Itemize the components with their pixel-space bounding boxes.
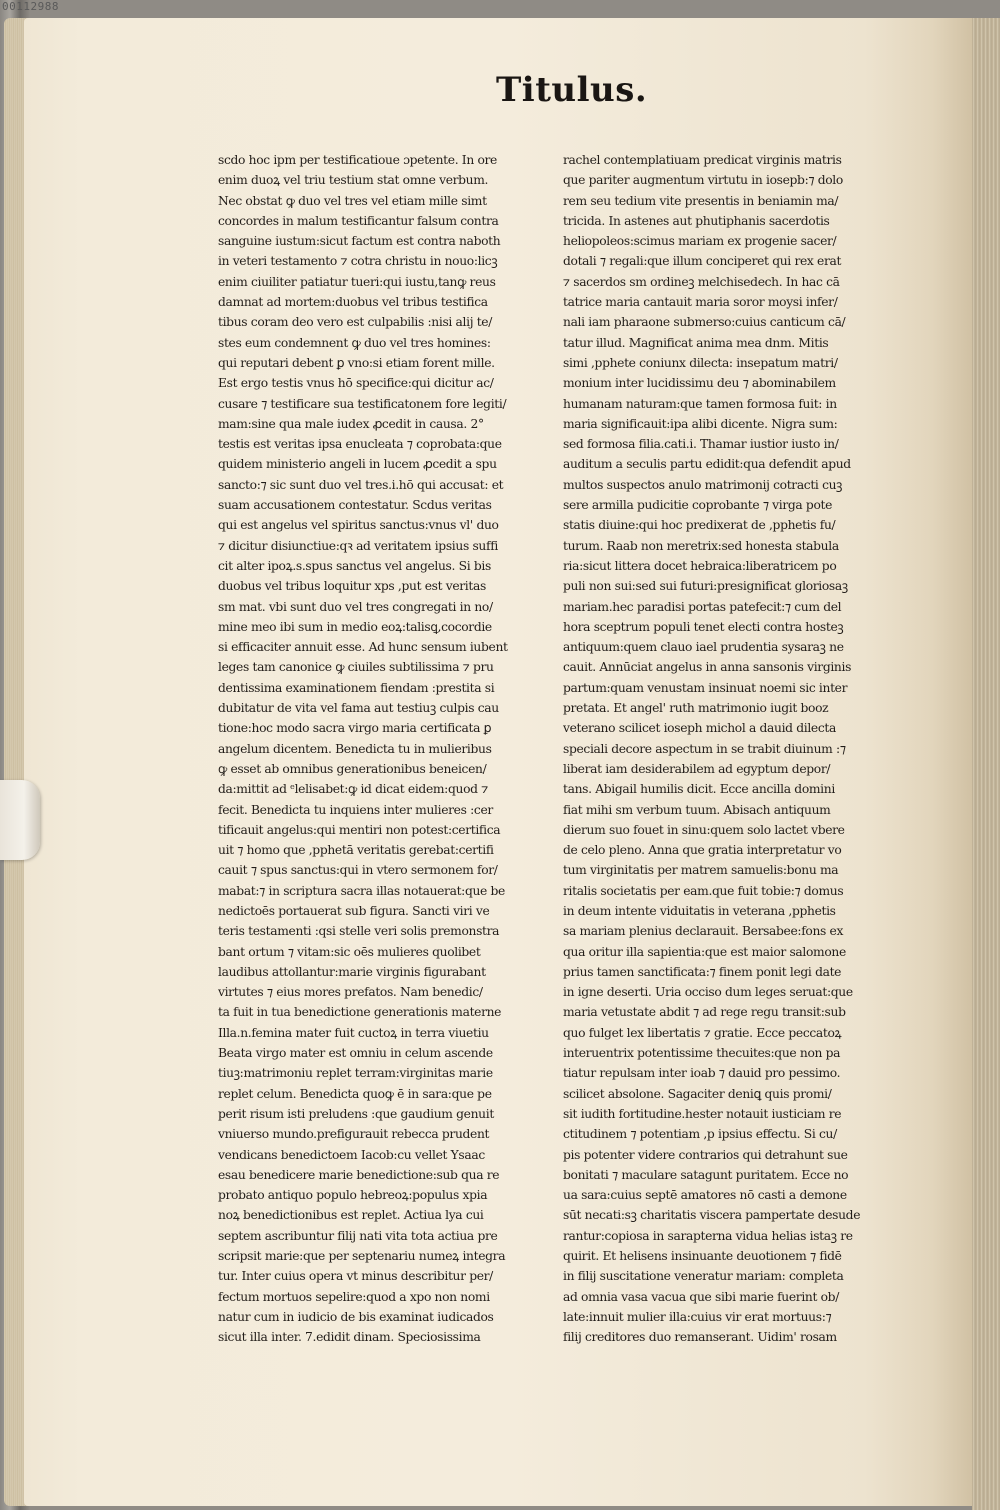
- text-line: nedictoēs portauerat sub figura. Sancti viri ve: [218, 903, 490, 918]
- text-line: replet celum. Benedicta quoꝙ ē in sara:que pe: [218, 1086, 492, 1101]
- text-line: esau benedicere marie benedictione:sub qua re: [218, 1167, 500, 1182]
- text-line: in veteri testamento ⁊ cotra christu in nouo:licꝫ: [218, 254, 498, 269]
- text-line: tificauit angelus:qui mentiri non potest:certifica: [218, 822, 501, 837]
- text-line: fectum mortuos sepelire:quod a xpo non nomi: [218, 1289, 490, 1304]
- text-line: monium inter lucidissimu deu ⁊ abominabilem: [563, 376, 836, 391]
- text-line: tans. Abigail humilis dicit. Ecce ancilla domini: [563, 782, 835, 797]
- text-line: cauit. Annūciat angelus in anna sansonis virginis: [563, 660, 852, 675]
- text-line: Beata virgo mater est omniu in celum ascende: [218, 1046, 493, 1061]
- text-line: ad omnia vasa vacua que sibi marie fuerint ob/: [563, 1289, 839, 1304]
- text-line: cusare ⁊ testificare sua testificatonem fore legiti/: [218, 396, 507, 411]
- text-line: tione:hoc modo sacra virgo maria certificata ꝑ: [218, 721, 492, 736]
- text-line: dierum suo fouet in sinu:quem solo lactet vbere: [563, 822, 845, 837]
- clasp-marker: [0, 780, 40, 860]
- text-line: de celo pleno. Anna que gratia interpretatur vo: [563, 843, 842, 858]
- text-line: tatrice maria cantauit maria soror moysi infer/: [563, 295, 838, 310]
- text-line: veterano scilicet ioseph michol a dauid dilecta: [563, 721, 836, 736]
- text-line: liberat iam desiderabilem ad egyptum depor/: [563, 761, 831, 776]
- text-line: ⁊ dicitur disiunctiue:qꝛ ad veritatem ipsius suffi: [218, 538, 498, 553]
- text-line: tiuꝫ:matrimoniu replet terram:virginitas marie: [218, 1066, 493, 1081]
- text-line: bonitati ⁊ maculare satagunt puritatem. Ecce no: [563, 1167, 849, 1182]
- text-line: angelum dicentem. Benedicta tu in mulieribus: [218, 741, 492, 756]
- text-line: dotali ⁊ regali:que illum conciperet qui rex erat: [563, 254, 842, 269]
- text-line: sm mat. vbi sunt duo vel tres congregati in no/: [218, 599, 493, 614]
- text-line: ctitudinem ⁊ potentiam ,p ipsius effectu. Si cu/: [563, 1127, 837, 1142]
- text-line: que pariter augmentum virtutu in iosepb:⁊ dolo: [563, 173, 843, 188]
- running-head-title: Titulus.: [496, 70, 648, 110]
- text-line: concordes in malum testificantur falsum contra: [218, 213, 499, 228]
- text-line: sed formosa filia.cati.i. Thamar iustior iusto in/: [563, 437, 839, 452]
- text-line: sancto:⁊ sic sunt duo vel tres.i.hō qui accusat: et: [218, 477, 504, 492]
- text-line: auditum a seculis partu edidit:qua defendit apud: [563, 457, 851, 472]
- text-line: sūt necati:sꝫ charitatis viscera pampertate desude: [563, 1208, 861, 1223]
- text-line: Nec obstat ꝙ duo vel tres vel etiam mille simt: [218, 193, 487, 208]
- text-line: pretata. Et angel' ruth matrimonio iugit booz: [563, 701, 829, 716]
- text-line: scripsit marie:que per septenariu numeꝝ integra: [218, 1249, 506, 1264]
- text-line: uit ⁊ homo que ,pphetā veritatis gerebat:certifi: [218, 843, 494, 858]
- text-line: teris testamenti :qsi stelle veri solis premonstra: [218, 924, 500, 939]
- text-line: hora sceptrum populi tenet electi contra hosteꝫ: [563, 619, 844, 634]
- text-line: antiquum:quem clauo iael prudentia sysaraꝫ ne: [563, 640, 844, 655]
- text-line: rem seu tedium vite presentis in beniamin ma/: [563, 193, 839, 208]
- text-line: leges tam canonice ꝙ ciuiles subtilissima ⁊ pru: [218, 660, 494, 675]
- text-line: bant ortum ⁊ vitam:sic oēs mulieres quolibet: [218, 944, 481, 959]
- text-line: sit iudith fortitudine.hester notauit iusticiam re: [563, 1106, 842, 1121]
- text-line: ritalis societatis per eam.que fuit tobie:⁊ domus: [563, 883, 844, 898]
- text-line: late:innuit mulier illa:cuius vir erat mortuus:⁊: [563, 1309, 832, 1324]
- text-line: Illa.n.femina mater fuit cuctoꝝ in terra viuetiu: [218, 1025, 489, 1040]
- text-line: testis est veritas ipsa enucleata ⁊ coprobata:que: [218, 437, 502, 452]
- text-line: fiat mihi sm verbum tuum. Abisach antiquum: [563, 802, 831, 817]
- text-line: quirit. Et helisens insinuante deuotionem ⁊ fidē: [563, 1249, 842, 1264]
- text-line: qui reputari debent ꝑ vno:si etiam forent mille.: [218, 355, 495, 370]
- text-line: enim ciuiliter patiatur tueri:qui iustu,tanꝙ reus: [218, 274, 496, 289]
- text-line: enim duoꝝ vel triu testium stat omne verbum.: [218, 173, 489, 188]
- text-line: Est ergo testis vnus hō specifice:qui dicitur ac/: [218, 376, 494, 391]
- text-line: rantur:copiosa in sarapterna vidua helias istaꝫ re: [563, 1228, 853, 1243]
- text-line: dentissima examinationem fiendam :prestita si: [218, 680, 495, 695]
- text-line: filij creditores duo remanserant. Uidim' rosam: [563, 1330, 837, 1345]
- text-line: suam accusationem contestatur. Scdus veritas: [218, 498, 492, 513]
- text-line: interuentrix potentissime thecuites:que non pa: [563, 1046, 841, 1061]
- text-line: cauit ⁊ spus sanctus:qui in vtero sermonem for/: [218, 863, 498, 878]
- text-line: puli non sui:sed sui futuri:presignificat gloriosaꝫ: [563, 579, 848, 594]
- text-line: scdo hoc ipm per testificatioue ɔpetente. In ore: [218, 153, 497, 167]
- text-line: mine meo ibi sum in medio eoꝝ:talisꝗ,cocordie: [218, 619, 492, 634]
- text-column-left: [218, 150, 554, 1348]
- text-line: laudibus attollantur:marie virginis figurabant: [218, 964, 486, 979]
- text-line: mam:sine qua male iudex ꝓcedit in causa. 2°: [218, 416, 484, 431]
- text-line: da:mittit ad ᵉlelisabet:ꝙ id dicat eidem:quod ⁊: [218, 782, 488, 797]
- text-line: sere armilla pudicitie coprobante ⁊ virga pote: [563, 498, 833, 513]
- text-line: partum:quam venustam insinuat noemi sic inter: [563, 680, 848, 695]
- text-line: dubitatur de vita vel fama aut testiuꝫ culpis cau: [218, 701, 499, 716]
- text-line: tatur illud. Magnificat anima mea dnm. Mitis: [563, 335, 829, 350]
- text-line: vendicans benedictoem Iacob:cu vellet Ysaac: [218, 1147, 485, 1162]
- text-line: ua sara:cuius septē amatores nō casti a demone: [563, 1188, 847, 1203]
- text-line: fecit. Benedicta tu inquiens inter mulieres :cer: [218, 802, 493, 817]
- text-column-right: [563, 150, 899, 1348]
- text-line: si efficaciter annuit esse. Ad hunc sensum iubent: [218, 640, 508, 655]
- text-line: simi ,pphete coniunx dilecta: insepatum matri/: [563, 355, 838, 370]
- text-line: multos suspectos anulo matrimonij cotracti cuꝫ: [563, 477, 843, 492]
- text-line: duobus vel tribus loquitur xps ,put est veritas: [218, 579, 486, 594]
- text-line: sa mariam plenius declarauit. Bersabee:fons ex: [563, 924, 844, 939]
- text-line: sicut illa inter. 7.edidit dinam. Speciosissima: [218, 1330, 481, 1345]
- text-line: rachel contemplatiuam predicat virginis matris: [563, 153, 842, 167]
- text-line: nali iam pharaone submerso:cuius canticum cā/: [563, 315, 846, 330]
- text-line: qua oritur illa sapientia:que est maior salomone: [563, 944, 846, 959]
- page-edges-right: [972, 18, 1000, 1510]
- text-line: maria vetustate abdit ⁊ ad rege regu transit:sub: [563, 1005, 846, 1020]
- text-line: ꝙ esset ab omnibus generationibus beneicen/: [218, 761, 487, 776]
- shelfmark-label: 00112988: [2, 0, 59, 13]
- text-line: mabat:⁊ in scriptura sacra illas notauerat:que be: [218, 883, 505, 898]
- text-line: pis potenter videre contrarios qui detrahunt sue: [563, 1147, 848, 1162]
- text-line: noꝝ benedictionibus est replet. Actiua lya cui: [218, 1208, 484, 1223]
- text-line: turum. Raab non meretrix:sed honesta stabula: [563, 538, 839, 553]
- text-line: speciali decore aspectum in se trabit diuinum :⁊: [563, 741, 846, 756]
- text-line: tibus coram deo vero est culpabilis :nisi alij te/: [218, 315, 493, 330]
- text-line: qui est angelus vel spiritus sanctus:vnus vl' duo: [218, 518, 499, 533]
- text-line: heliopoleos:scimus mariam ex progenie sacer/: [563, 234, 837, 249]
- text-line: septem ascribuntur filij nati vita tota actiua pre: [218, 1228, 498, 1243]
- text-line: natur cum in iudicio de bis examinat iudicados: [218, 1309, 494, 1324]
- text-line: in deum intente viduitatis in veterana ,pphetis: [563, 903, 836, 918]
- text-line: ⁊ sacerdos sm ordineꝫ melchisedech. In hac cā: [563, 274, 840, 289]
- text-line: tiatur repulsam inter ioab ⁊ dauid pro pessimo.: [563, 1066, 841, 1081]
- text-line: in igne deserti. Uria occiso dum leges seruat:que: [563, 985, 853, 1000]
- text-line: mariam.hec paradisi portas patefecit:⁊ cum del: [563, 599, 842, 614]
- text-line: sanguine iustum:sicut factum est contra naboth: [218, 234, 501, 249]
- text-line: tur. Inter cuius opera vt minus describitur per/: [218, 1269, 493, 1284]
- text-line: ria:sicut littera docet hebraica:liberatricem po: [563, 558, 837, 573]
- text-line: ta fuit in tua benedictione generationis materne: [218, 1005, 502, 1020]
- text-line: statis diuine:qui hoc predixerat de ,pphetis fu/: [563, 518, 836, 533]
- text-line: tum virginitatis per matrem samuelis:bonu ma: [563, 863, 839, 878]
- text-line: perit risum isti preludens :que gaudium genuit: [218, 1106, 494, 1121]
- text-line: maria significauit:ipa alibi dicente. Nigra sum:: [563, 416, 838, 431]
- text-line: damnat ad mortem:duobus vel tribus testifica: [218, 295, 488, 310]
- text-line: probato antiquo populo hebreoꝝ:populus xpia: [218, 1188, 488, 1203]
- text-line: humanam naturam:que tamen formosa fuit: in: [563, 396, 837, 411]
- text-line: quo fulget lex libertatis ⁊ gratie. Ecce peccatoꝝ: [563, 1025, 842, 1040]
- text-line: quidem ministerio angeli in lucem ꝓcedit a spu: [218, 457, 497, 472]
- text-line: tricida. In astenes aut phutiphanis sacerdotis: [563, 213, 830, 228]
- text-line: in filij suscitatione veneratur mariam: completa: [563, 1269, 844, 1284]
- text-line: prius tamen sanctificata:⁊ finem ponit legi date: [563, 964, 842, 979]
- text-line: cit alter ipoꝝ.s.spus sanctus vel angelus. Si bis: [218, 558, 491, 573]
- text-line: vniuerso mundo.prefigurauit rebecca prudent: [218, 1127, 490, 1142]
- text-line: scilicet absolone. Sagaciter deniꝗ quis promi/: [563, 1086, 832, 1101]
- text-line: stes eum condemnent ꝙ duo vel tres homines:: [218, 335, 491, 350]
- text-line: virtutes ⁊ eius mores prefatos. Nam benedic/: [218, 985, 483, 1000]
